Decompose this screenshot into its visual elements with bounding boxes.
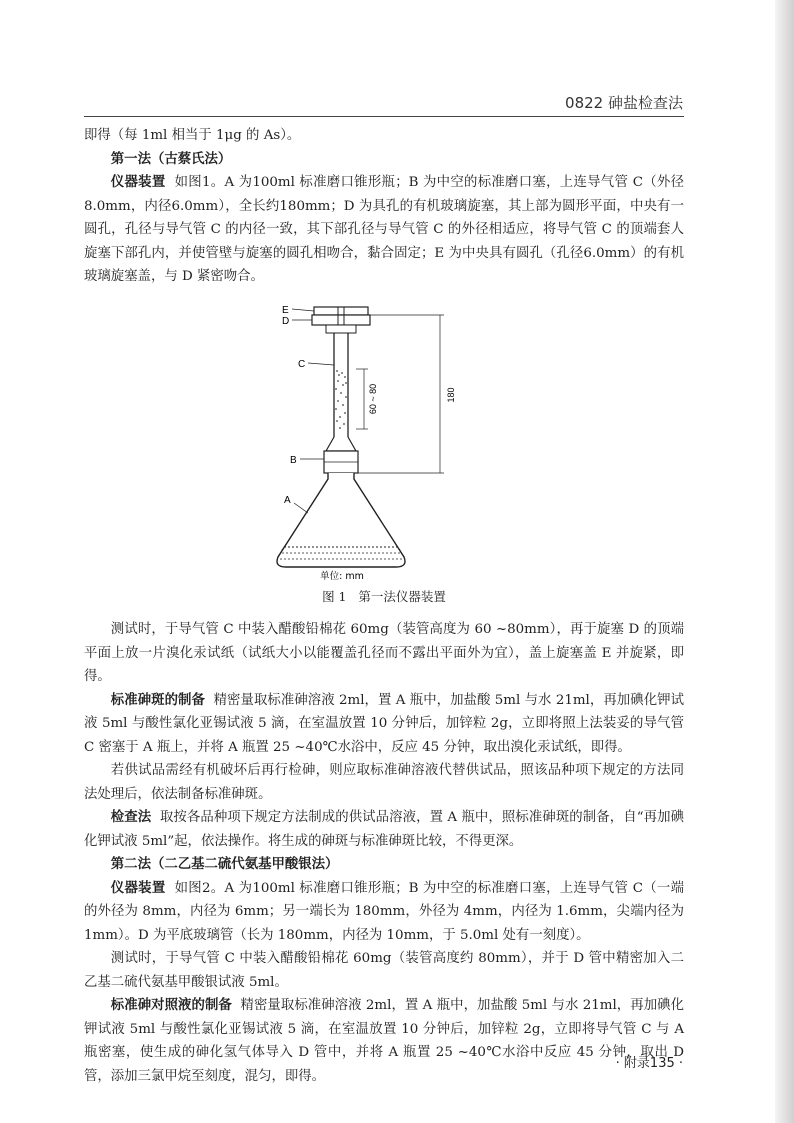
apparatus-text: 如图1。A 为100ml 标准磨口锥形瓶；B 为中空的标准磨口塞，上连导气管 C（外径8.0mm，内径6.0mm），全长约180mm；D 为具孔的有机玻璃旋塞，其上部为圆形平面，中央有一圆孔，孔径与导气管 C 的内径一致，其下部孔径与导气管 C 的外径相适应，将导气管 C 的顶端套人旋塞下部孔内，并使管壁与旋塞的圆孔相吻合，黏合固定；E 为中央具有圆孔（孔径6.0mm）的有机玻璃旋塞盖，与 D 紧密吻合。: [84, 175, 684, 284]
caption-text: 第一法仪器装置: [358, 588, 446, 604]
stopper-d-lower: [326, 325, 356, 333]
lead-acetate-cotton: [335, 370, 347, 429]
running-header: 0822 砷盐检查法: [565, 94, 683, 112]
apparatus-label-2: 仪器装置: [110, 880, 166, 896]
standard-label: 标准砷斑的制备: [110, 692, 205, 708]
check-text: 取按各品种项下规定方法制成的供试品溶液，置 A 瓶中，照标准砷斑的制备，自“再加碘化钾试液 5ml”起，依法操作。将生成的砷斑与标准砷斑比较，不得更深。: [84, 810, 685, 849]
stopper-b-top: [326, 437, 356, 451]
label-e: E: [282, 304, 289, 316]
header-rule: [84, 116, 684, 117]
method1-apparatus-paragraph: [84, 171, 684, 289]
check-label: 检查法: [110, 810, 152, 825]
stopper-d: [312, 315, 370, 325]
method1-standard-paragraph: [84, 689, 684, 760]
label-b: B: [290, 454, 297, 466]
label-d: D: [282, 315, 290, 327]
apparatus-label: 仪器装置: [110, 175, 166, 190]
label-c: C: [298, 358, 306, 370]
figure-1: [84, 303, 684, 609]
flask-a: [277, 473, 405, 567]
method1-test-paragraph: 测试时，于导气管 C 中装入醋酸铅棉花 60mg（装管高度为 60 ~80mm），再于旋塞 D 的顶端平面上放一片溴化汞试纸（试纸大小以能覆盖孔径而不露出平面外为宜），盖上旋塞盖 E 并旋紧，即得。: [84, 622, 684, 684]
method2-apparatus-paragraph: [84, 877, 684, 948]
page-number: · 附录135 ·: [615, 1056, 683, 1071]
standard-label-2: 标准砷对照液的制备: [110, 998, 232, 1013]
method1-organic-paragraph: 若供试品需经有机破坏后再行检砷，则应取标准砷溶液代替供试品，照该品种项下规定的方法同法处理后，依法制备标准砷斑。: [84, 763, 684, 802]
dim-packing-label: 60 ~ 80: [368, 383, 378, 414]
page-edge-shadow: [775, 0, 794, 1123]
method2-standard-paragraph: [84, 994, 684, 1088]
caption-number: 图 1: [322, 588, 347, 604]
label-a: A: [284, 494, 291, 506]
method2-test-paragraph: 测试时，于导气管 C 中装入醋酸铅棉花 60mg（装管高度约 80mm），并于 D 管中精密加入二乙基二硫代氨基甲酸银试液 5ml。: [84, 951, 684, 990]
method2-heading: 第二法（二乙基二硫代氨基甲酸银法）: [110, 857, 339, 872]
dim-total-label: 180: [446, 386, 456, 403]
standard-text: 精密量取标准砷溶液 2ml，置 A 瓶中，加盐酸 5ml 与水 21ml，再加碘化钾试液 5ml 与酸性氯化亚锡试液 5 滴，在室温放置 10 分钟后，加锌粒 2g，立即将照上法装妥的导气管 C 密塞于 A 瓶上，并将 A 瓶置 25 ~40℃水浴中，反应 45 分钟，取出溴化汞试纸，即得。: [84, 692, 685, 755]
standard-text-2: 精密量取标准砷溶液 2ml，置 A 瓶中，加盐酸 5ml 与水 21ml，再加碘化钾试液 5ml 与酸性氯化亚锡试液 5 滴，在室温放置 10 分钟后，加锌粒 2g，立即将导气管 C 与 A 瓶密塞，使生成的砷化氢气体导入 D 管中，并将 A 瓶置 25 ~40℃水浴中反应 45 分钟，取出 D 管，添加三氯甲烷至刻度，混匀，即得。: [84, 998, 685, 1084]
method1-check-paragraph: [84, 806, 684, 853]
method1-heading: 第一法（古蔡氏法）: [110, 151, 232, 167]
unit-label: 单位: mm: [320, 570, 364, 581]
stopper-cap-e: [314, 307, 368, 315]
paragraph-continuation: 即得（每 1ml 相当于 1μg 的 As）。: [84, 128, 301, 143]
figure-caption: [84, 585, 684, 609]
apparatus-diagram: [264, 303, 504, 581]
page-body: [84, 124, 684, 1088]
apparatus-text-2: 如图2。A 为100ml 标准磨口锥形瓶；B 为中空的标准磨口塞，上连导气管 C（一端的外径为 8mm，内径为 6mm；另一端长为 180mm，外径为 4mm，内径为 1.6mm，尖端内径为 1mm）。D 为平底玻璃管（长为 180mm，内径为 10mm，于 5.0ml 处有一刻度）。: [84, 880, 684, 943]
